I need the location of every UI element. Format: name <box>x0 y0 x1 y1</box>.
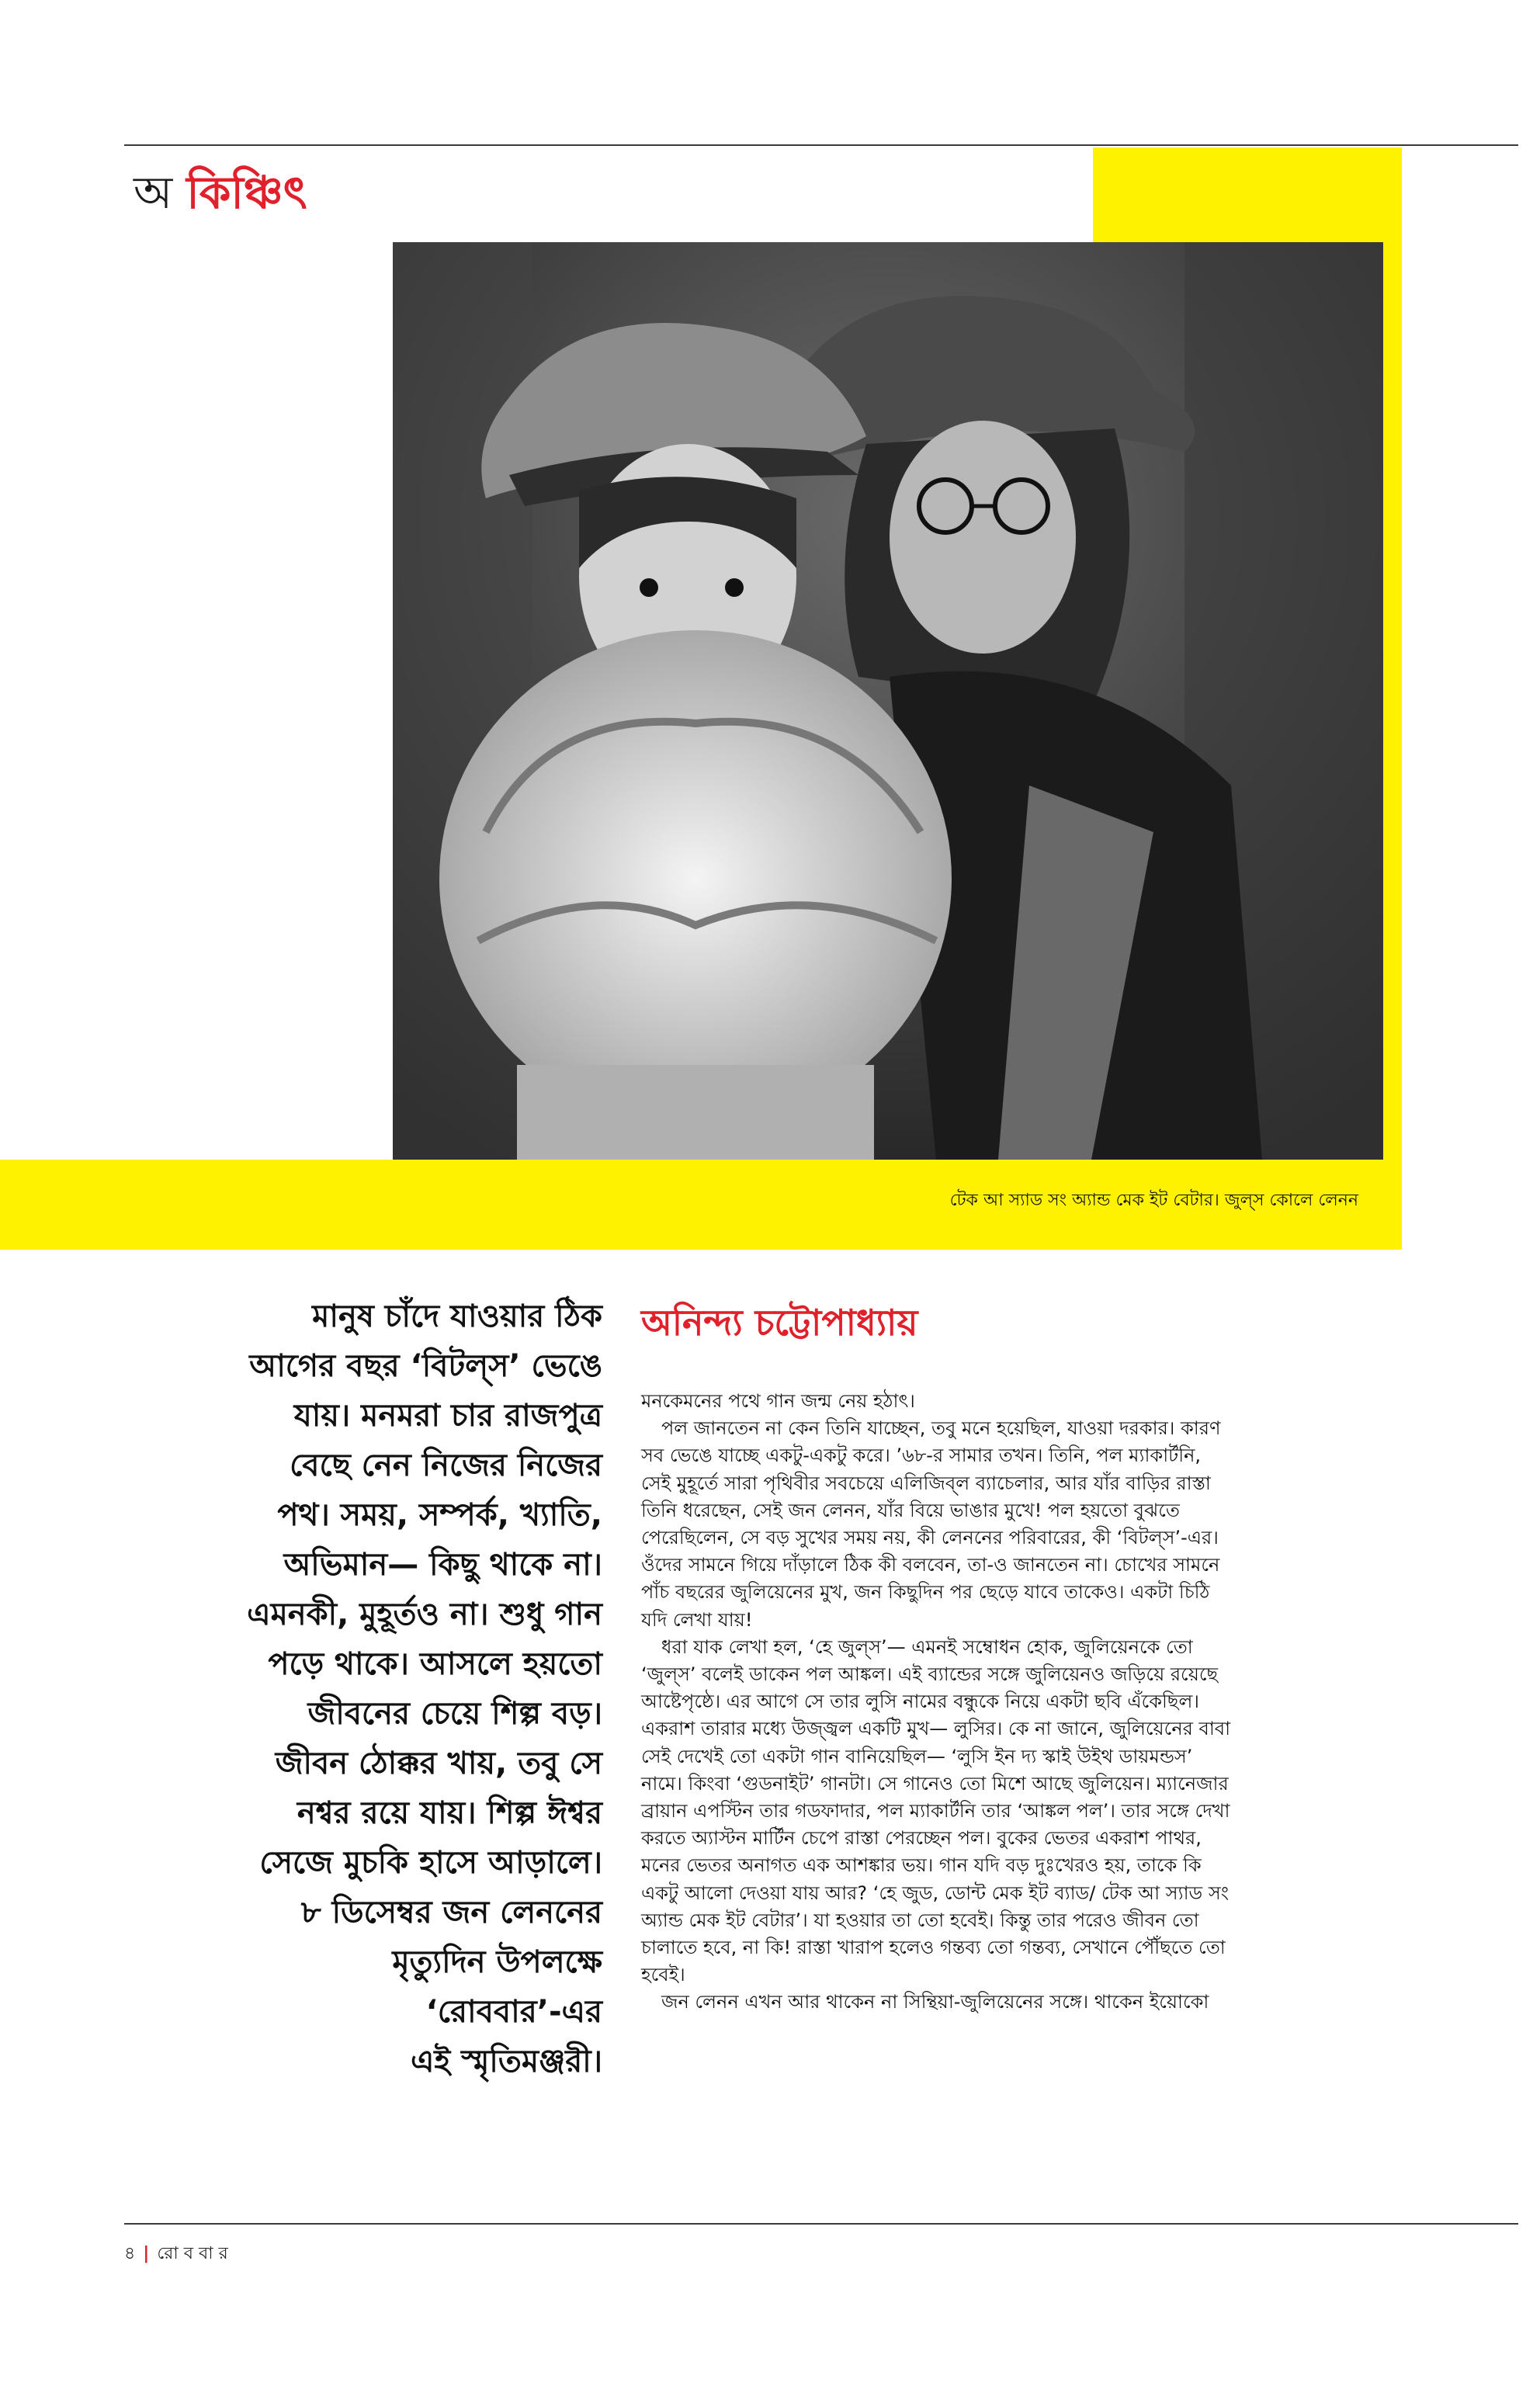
pull-quote-line: আগের বছর ‘বিটল্স’ ভেঙে <box>249 1348 602 1384</box>
article-line: সব ভেঙে যাচ্ছে একটু-একটু করে। ’৬৮-র সামার তখন। তিনি, পল ম্যাকার্টনি, <box>641 1444 1202 1467</box>
article-line: হবেই। <box>641 1964 685 1986</box>
pull-quote <box>109 1292 602 2086</box>
article-body <box>641 1388 1410 2017</box>
article-line: একটু আলো দেওয়া যায় আর? ‘হে জুড, ডোন্ট মেক ইট ব্যাড/ টেক আ স্যাড সং <box>641 1881 1230 1904</box>
bottom-rule <box>124 2223 1518 2225</box>
pull-quote-line: মৃত্যুদিন উপলক্ষে <box>392 1944 602 1980</box>
pull-quote-line: জীবন ঠোক্কর খায়, তবু সে <box>275 1746 602 1781</box>
pull-quote-line: অভিমান— কিছু থাকে না। <box>283 1547 602 1583</box>
article-line: তিনি ধরেছেন, সেই জন লেনন, যাঁর বিয়ে ভাঙার মুখে! পল হয়তো বুঝতে <box>641 1499 1180 1521</box>
pull-quote-line: যায়। মনমরা চার রাজপুত্র <box>293 1398 602 1434</box>
pull-quote-line: সেজে মুচকি হাসে আড়ালে। <box>259 1845 602 1881</box>
pull-quote-line: এমনকী, মুহূর্তও না। শুধু গান <box>247 1597 602 1632</box>
article-line: সেই দেখেই তো একটা গান বানিয়েছিল— ‘লুসি ইন দ্য স্কাই উইথ ডায়মন্ডস’ <box>641 1745 1193 1767</box>
article-line: ব্রায়ান এপস্টিন তার গডফাদার, পল ম্যাকার্টনি তার ‘আঙ্কল পল’। তার সঙ্গে দেখা <box>641 1800 1230 1822</box>
pull-quote-line: পড়ে থাকে। আসলে হয়তো <box>268 1646 602 1682</box>
pull-quote-line: মানুষ চাঁদে যাওয়ার ঠিক <box>312 1299 602 1334</box>
article-line: নামে। কিংবা ‘গুডনাইট’ গানটা। সে গানেও তো মিশে আছে জুলিয়েন। ম্যানেজার <box>641 1772 1229 1795</box>
magazine-name: রো ব বা র <box>157 2244 228 2263</box>
section-title <box>134 161 307 224</box>
article-line: সেই মুহূর্তে সারা পৃথিবীর সবচেয়ে এলিজিব্‌ল ব্যাচেলার, আর যাঁর বাড়ির রাস্তা <box>641 1472 1211 1494</box>
pull-quote-line: পথ। সময়, সম্পর্ক, খ্যাতি, <box>277 1497 602 1533</box>
article-line: মনের ভেতর অনাগত এক আশঙ্কার ভয়। গান যদি বড় দুঃখেরও হয়, তাকে কি <box>641 1854 1202 1877</box>
article-line: পাঁচ বছরের জুলিয়েনের মুখ, জন কিছুদিন পর ছেড়ে যাবে তাকেও। একটা চিঠি <box>641 1581 1210 1604</box>
lead-photo <box>393 242 1383 1160</box>
photo-caption: টেক আ স্যাড সং অ্যান্ড মেক ইট বেটার। জুল্স কোলে লেনন <box>949 1191 1358 1210</box>
article-line: করতে অ্যাস্টন মার্টিন চেপে রাস্তা পেরচ্ছেন পল। বুকের ভেতর একরাশ পাথর, <box>641 1827 1202 1850</box>
page-footer <box>124 2239 228 2270</box>
yellow-side-strip <box>1383 147 1402 1250</box>
article-line: ‘জুল্স’ বলেই ডাকেন পল আঙ্কল। এই ব্যান্ডের সঙ্গে জুলিয়েনও জড়িয়ে রয়েছে <box>641 1663 1219 1686</box>
footer-separator: | <box>143 2244 150 2263</box>
top-rule <box>124 144 1518 146</box>
section-prefix: অ <box>134 166 173 219</box>
article-line: ধরা যাক লেখা হল, ‘হে জুল্স’— এমনই সম্বোধন হোক, জুলিয়েনকে তো <box>661 1635 1193 1658</box>
article-line: ওঁদের সামনে গিয়ে দাঁড়ালে ঠিক কী বলবেন, তা-ও জানতেন না। চোখের সামনে <box>641 1554 1220 1576</box>
pull-quote-line: বেছে নেন নিজের নিজের <box>290 1448 602 1483</box>
page-number: ৪ <box>124 2244 136 2263</box>
article-line: পল জানতেন না কেন তিনি যাচ্ছেন, তবু মনে হয়েছিল, যাওয়া দরকার। কারণ <box>661 1417 1221 1440</box>
photo-illustration <box>393 242 1383 1160</box>
yellow-tab <box>1093 147 1402 242</box>
pull-quote-line: নশ্বর রয়ে যায়। শিল্প ঈশ্বর <box>297 1795 602 1831</box>
pull-quote-line: ‘রোববার’-এর <box>425 1994 602 2030</box>
article-line: অ্যান্ড মেক ইট বেটার’। যা হওয়ার তা তো হবেই। কিন্তু তার পরেও জীবন তো <box>641 1909 1199 1931</box>
article-line: মনকেমনের পথে গান জন্ম নেয় হঠাৎ। <box>641 1390 915 1412</box>
pull-quote-line: জীবনের চেয়ে শিল্প বড়। <box>307 1696 602 1732</box>
article-line: জন লেনন এখন আর থাকেন না সিন্থিয়া-জুলিয়েনের সঙ্গে। থাকেন ইয়োকো <box>661 1991 1209 2013</box>
author-byline: অনিন্দ্য চট্টোপাধ্যায় <box>641 1302 918 1344</box>
article-line: যদি লেখা যায়! <box>641 1608 753 1631</box>
article-line: আষ্টেপৃষ্ঠে। এর আগে সে তার লুসি নামের বন্ধুকে নিয়ে একটা ছবি এঁকেছিল। <box>641 1691 1199 1713</box>
pull-quote-line: ৮ ডিসেম্বর জন লেননের <box>300 1895 602 1930</box>
article-line: চালাতে হবে, না কি! রাস্তা খারাপ হলেও গন্তব্য তো গন্তব্য, সেখানে পৌঁছতে তো <box>641 1937 1226 1959</box>
pull-quote-line: এই স্মৃতিমঞ্জরী। <box>410 2044 602 2079</box>
article-line: একরাশ তারার মধ্যে উজ্জ্বল একটি মুখ— লুসির। কে না জানে, জুলিয়েনের বাবা <box>641 1718 1231 1740</box>
article-line: পেরেছিলেন, সে বড় সুখের সময় নয়, কী লেননের পরিবারের, কী ‘বিটল্স’-এর। <box>641 1527 1219 1549</box>
section-name: কিঞ্চিৎ <box>186 166 307 219</box>
